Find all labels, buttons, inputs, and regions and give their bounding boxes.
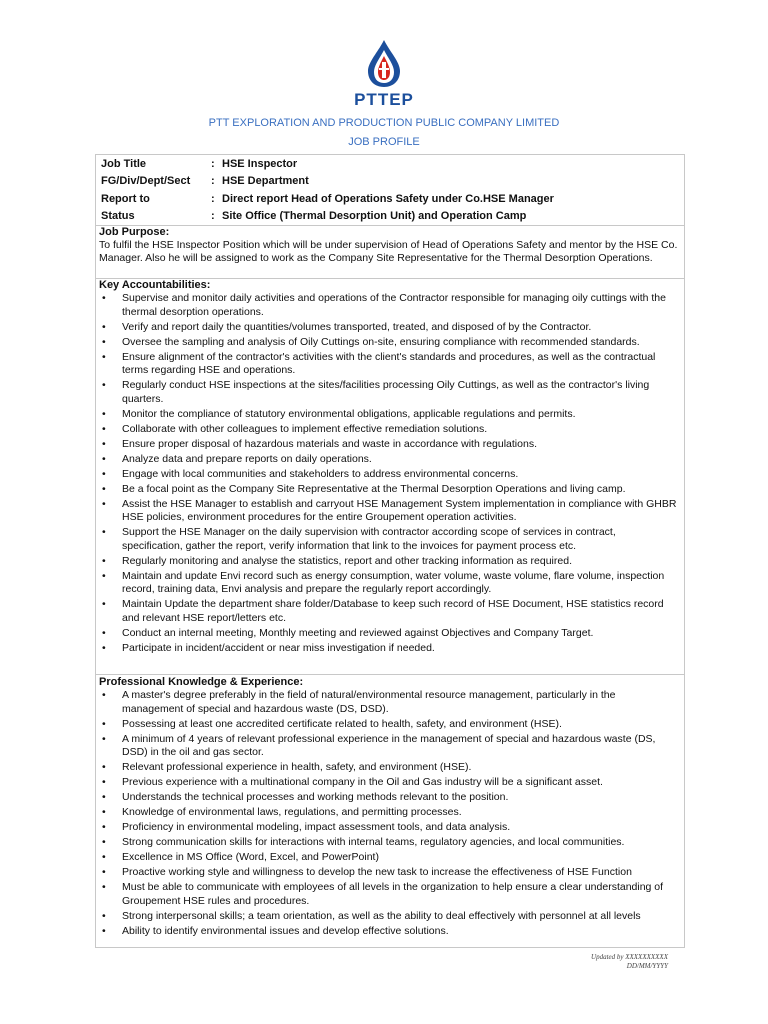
bullet-icon: • [102, 554, 106, 567]
list-item: • A master's degree preferably in the field of natural/environmental resource management, particularly in the management of special and hazardous waste (DS, DSD). [102, 689, 616, 715]
accountabilities-list [96, 292, 684, 657]
list-item: • A minimum of 4 years of relevant professional experience in the management of special and hazardous waste (DS, DSD) in the oil and gas sector. [102, 732, 656, 758]
info-separator: : [211, 193, 215, 205]
bullet-icon: • [102, 881, 106, 893]
job-profile-table [95, 154, 685, 948]
bullet-icon: • [102, 791, 106, 803]
bullet-icon: • [102, 422, 106, 435]
bullet-icon: • [102, 379, 106, 391]
divider [96, 225, 684, 226]
bullet-icon: • [102, 806, 106, 818]
company-logo [0, 38, 768, 110]
info-separator: : [211, 175, 215, 187]
info-value: HSE Inspector [222, 158, 298, 170]
list-item: • Relevant professional experience in health, safety, and environment (HSE). [102, 761, 472, 773]
bullet-icon: • [102, 292, 106, 304]
bullet-icon: • [102, 851, 106, 863]
info-label: Job Title [101, 158, 147, 170]
bullet-icon: • [102, 836, 106, 848]
bullet-icon: • [102, 732, 106, 745]
divider [96, 674, 684, 675]
list-item: • Ensure proper disposal of hazardous materials and waste in accordance with regulations. [102, 437, 537, 450]
info-value: Site Office (Thermal Desorption Unit) and Operation Camp [222, 210, 527, 222]
bullet-icon: • [102, 335, 106, 348]
list-item: • Monitor the compliance of statutory environmental obligations, applicable regulations and permits. [102, 407, 576, 420]
bullet-icon: • [102, 866, 106, 878]
info-label: Status [101, 210, 135, 222]
updated-by: Updated by XXXXXXXXXX [591, 953, 668, 961]
bullet-icon: • [102, 437, 106, 450]
list-item: • Assist the HSE Manager to establish and carryout HSE Management System implementation in compliance with GHBR HSE policies, environment procedures for the entire Groupement operation activities. [102, 497, 677, 523]
list-item: • Regularly monitoring and analyse the statistics, report and other tracking information as required. [102, 554, 572, 567]
purpose-heading: Job Purpose: [99, 226, 170, 238]
list-item: • Excellence in MS Office (Word, Excel, and PowerPoint) [102, 851, 379, 863]
bullet-icon: • [102, 526, 106, 538]
bullet-icon: • [102, 569, 106, 582]
bullet-icon: • [102, 452, 106, 465]
bullet-icon: • [102, 407, 106, 420]
list-item: • Ensure alignment of the contractor's activities with the client's standards and procedures, as well as the contractual terms regarding HSE and operations. [102, 350, 656, 376]
document-footer [591, 953, 668, 971]
list-item: • Strong interpersonal skills; a team orientation, as well as the ability to deal effectively with personnel at all levels [102, 909, 641, 922]
bullet-icon: • [102, 626, 106, 639]
list-item: • Conduct an internal meeting, Monthly meeting and reviewed against Objectives and Company Target. [102, 626, 594, 639]
bullet-icon: • [102, 689, 106, 701]
bullet-icon: • [102, 776, 106, 788]
list-item: • Knowledge of environmental laws, regulations, and permitting processes. [102, 806, 462, 818]
company-name: PTT EXPLORATION AND PRODUCTION PUBLIC COMPANY LIMITED [208, 117, 560, 129]
list-item: • Proficiency in environmental modeling, impact assessment tools, and data analysis. [102, 821, 511, 833]
list-item: • Analyze data and prepare reports on daily operations. [102, 452, 372, 465]
list-item: • Supervise and monitor daily activities and operations of the Contractor responsible for managing oily cuttings with the thermal desorption operations. [102, 292, 666, 318]
list-item: • Engage with local communities and stakeholders to address environmental concerns. [102, 467, 519, 480]
document-title: JOB PROFILE [348, 136, 420, 148]
bullet-icon: • [102, 350, 106, 363]
info-separator: : [211, 158, 215, 170]
bullet-icon: • [102, 467, 106, 480]
list-item: • Be a focal point as the Company Site Representative at the Thermal Desorption Operations and living camp. [102, 482, 626, 495]
bullet-icon: • [102, 821, 106, 833]
bullet-icon: • [102, 482, 106, 495]
list-item: • Strong communication skills for interactions with internal teams, regulatory agencies, and local communities. [102, 836, 625, 848]
list-item: • Collaborate with other colleagues to implement effective remediation solutions. [102, 422, 488, 435]
info-value: HSE Department [222, 175, 309, 187]
knowledge-list [96, 689, 684, 940]
list-item: • Ability to identify environmental issues and develop effective solutions. [102, 924, 449, 937]
bullet-icon: • [102, 598, 106, 610]
info-label: FG/Div/Dept/Sect [101, 175, 191, 187]
bullet-icon: • [102, 924, 106, 937]
list-item: • Participate in incident/accident or near miss investigation if needed. [102, 641, 435, 654]
list-item: • Support the HSE Manager on the daily supervision with contractor according scope of services in contract, specification, gather the report, verify information that link to the invoices for payment process etc. [102, 526, 616, 552]
list-item: • Regularly conduct HSE inspections at the sites/facilities processing Oily Cuttings, as well as the contractor's living quarters. [102, 379, 650, 405]
list-item: • Previous experience with a multinational company in the Oil and Gas industry will be a significant asset. [102, 776, 603, 788]
bullet-icon: • [102, 717, 106, 730]
knowledge-heading: Professional Knowledge & Experience: [99, 676, 304, 688]
list-item: • Possessing at least one accredited certificate related to health, safety, and environment (HSE). [102, 717, 562, 730]
list-item: • Oversee the sampling and analysis of Oily Cuttings on-site, ensuring compliance with recommended standards. [102, 335, 640, 348]
list-item: • Understands the technical processes and working methods relevant to the position. [102, 791, 509, 803]
bullet-icon: • [102, 497, 106, 510]
info-value: Direct report Head of Operations Safety under Co.HSE Manager [222, 193, 554, 205]
updated-date: DD/MM/YYYY [626, 962, 668, 970]
list-item: • Verify and report daily the quantities/volumes transported, treated, and disposed of by the Contractor. [102, 320, 592, 333]
list-item: • Must be able to communicate with employees of all levels in the organization to help ensure a clear understanding of Groupement HSE rules and procedures. [102, 881, 664, 907]
accountabilities-heading: Key Accountabilities: [99, 279, 211, 291]
logo-wordmark: PTTEP [354, 90, 414, 109]
bullet-icon: • [102, 641, 106, 654]
list-item: • Maintain and update Envi record such as energy consumption, water volume, waste volume, flare volume, inspection record, training data, Envi analysis and prepare the regularly report accordingly. [102, 569, 665, 595]
info-separator: : [211, 210, 215, 222]
bullet-icon: • [102, 761, 106, 773]
info-label: Report to [101, 193, 150, 205]
pttep-drop-logo-icon [364, 38, 404, 88]
list-item: • Proactive working style and willingness to develop the new task to increase the effectiveness of HSE Function [102, 866, 632, 878]
bullet-icon: • [102, 320, 106, 333]
bullet-icon: • [102, 909, 106, 922]
purpose-text: To fulfil the HSE Inspector Position which will be under supervision of Head of Operations Safety and mentor by the HSE Co. Manager. Also he will be assigned to work as the Company Site Representative for the Thermal Desorption Operations. [99, 239, 678, 264]
list-item: • Maintain Update the department share folder/Database to keep such record of HSE Document, HSE statistics record and relevant HSE report/letters etc. [102, 598, 664, 624]
